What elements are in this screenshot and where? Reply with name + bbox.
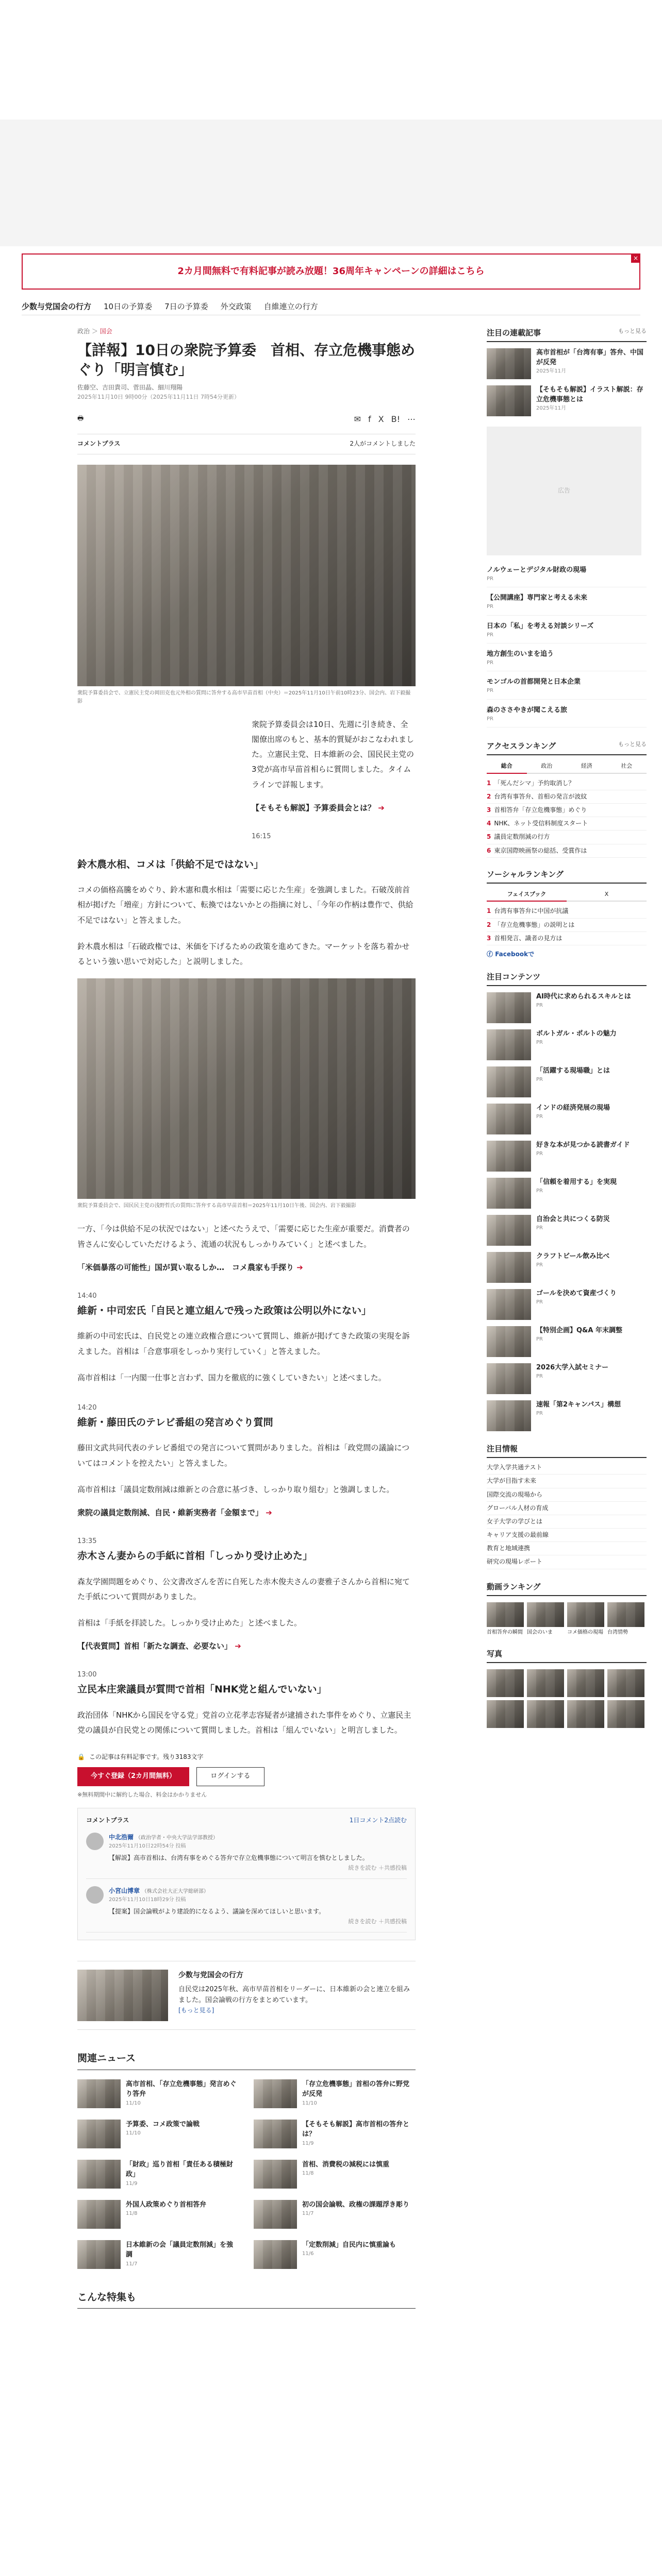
comment-item (86, 1833, 407, 1879)
pr-item[interactable]: モンゴルの首都開発と日本企業 PR (487, 677, 647, 699)
tab-politics[interactable]: 政治 (527, 759, 567, 774)
pr-item[interactable]: 森のささやきが聞こえる旅 PR (487, 706, 647, 727)
ranking-item[interactable]: 3 首相発言、識者の見方は (487, 932, 647, 945)
ranking-item[interactable]: 2 台湾有事答弁、首相の発言が波紋 (487, 790, 647, 804)
tab-economy[interactable]: 経済 (567, 759, 607, 774)
timeline-time: 13:35 (77, 1537, 97, 1546)
ranking-item[interactable]: 2 「存立危機事態」の説明とは (487, 919, 647, 932)
like-button[interactable]: ＋共感投稿 (378, 1918, 407, 1925)
edu-item[interactable]: 国際交流の現場から (487, 1488, 647, 1502)
ranking-item[interactable]: 1 台湾有事答弁に中国が抗議 (487, 905, 647, 918)
paragraph-8: 高市首相は「議員定数削減は維新との合意に基づき、しっかり取り組む」と強調しました。 (77, 1484, 394, 1494)
tab-facebook[interactable]: フェイスブック (487, 888, 567, 902)
edu-item[interactable]: 研究の現場レポート (487, 1555, 647, 1569)
content-item[interactable]: 好きな本が見つかる読書ガイド PR (487, 1141, 647, 1172)
nav-item-2[interactable]: 10日の予算委 (104, 301, 153, 311)
commenter-name[interactable]: 中北浩爾 (109, 1834, 134, 1841)
social-tabs (487, 888, 647, 902)
hatena-icon[interactable]: B! (391, 414, 400, 424)
comment-text: 【提案】国会論戦がより建設的になるよう、議論を深めてほしいと思います。 (109, 1908, 325, 1916)
related-item[interactable]: 初の国会論戦、政権の課題浮き彫り 11/7 (254, 2200, 416, 2229)
x-icon[interactable]: X (378, 414, 384, 424)
movie-item[interactable]: 国会のいま (527, 1602, 564, 1636)
photo-thumb[interactable] (607, 1700, 644, 1728)
edu-item[interactable]: グローバル人材の育成 (487, 1502, 647, 1515)
timeline-heading: 赤木さん妻からの手紙に首相「しっかり受け止めた」 (77, 1550, 313, 1562)
photo-thumb[interactable] (487, 1700, 524, 1728)
comment-item (86, 1886, 407, 1933)
ranking-item[interactable]: 6 東京国際映画祭の総括、受賞作は (487, 844, 647, 858)
content-item[interactable]: 自治会と共につくる防災 PR (487, 1215, 647, 1246)
photo-caption: 衆院予算委員会で、国民民主党の浅野哲氏の質問に答弁する高市早苗首相＝2025年11月10日午後、国会内、岩下毅撮影 (77, 1203, 356, 1209)
commenter-role: （政治学者・中央大学法学部教授） (135, 1835, 218, 1841)
topic-nav (22, 298, 640, 315)
tab-x[interactable]: X (567, 888, 647, 902)
tab-society[interactable]: 社会 (607, 759, 647, 774)
hero-photo[interactable] (77, 465, 416, 686)
paragraph-11: 政治団体「NHKから国民を守る党」党首の立花孝志容疑者が逮捕された事件をめぐり、立憲民主党の議員が自民党との関係について質問しました。首相は「組んでいない」と明言しました。 (77, 1710, 411, 1735)
topic-text: 自民党は2025年秋、高市早苗首相をリーダーに、日本維新の会と連立を組みました。国会論戦の行方をまとめています。 (178, 1985, 410, 2004)
content-item[interactable]: 「活躍する現場職」とは PR (487, 1066, 647, 1097)
topic-card[interactable] (77, 1961, 416, 2030)
read-more-link[interactable]: 続きを読む (348, 1918, 377, 1925)
photo-thumb[interactable] (527, 1669, 564, 1697)
paragraph-1: 衆院予算委員会は10日、先週に引き続き、全閣僚出席のもと、基本的質疑がおこなわれました。立憲民主党、日本維新の会、国民民主党の3党が高市早苗首相らに質問しました。タイムラインで詳報します。 (252, 719, 415, 789)
lock-icon: 🔒 (77, 1753, 85, 1761)
social-ranking-list (487, 905, 647, 945)
article-dates: 2025年11月10日 9時00分（2025年11月11日 7時54分更新） (77, 393, 240, 400)
timeline-time: 16:15 (252, 832, 271, 840)
featured-item[interactable]: 高市首相が「台湾有事」答弁、中国が反発 2025年11月 (487, 348, 647, 379)
avatar (86, 1833, 104, 1850)
related-item[interactable]: 外国人政策めぐり首相答弁 11/8 (77, 2200, 239, 2229)
comment-plus-bar[interactable] (77, 434, 416, 454)
content-item[interactable]: 速報「第2キャンパス」構想 PR (487, 1400, 647, 1431)
related-item[interactable]: 【そもそも解説】高市首相の答弁とは？ 11/9 (254, 2120, 416, 2148)
content-item[interactable]: インドの経済発展の現場 PR (487, 1104, 647, 1134)
timeline-time: 14:20 (77, 1404, 97, 1412)
campaign-text[interactable]: 2カ月間無料で有料記事が読み放題！36周年キャンペーンの詳細はこちら (177, 265, 485, 277)
related-list (77, 2079, 416, 2269)
access-ranking-heading: アクセスランキング もっと見る (487, 740, 647, 755)
related-heading: 関連ニュース (77, 2050, 416, 2070)
related-item[interactable]: 「存立危機事態」首相の答弁に野党が反発 11/10 (254, 2079, 416, 2108)
commenter-name[interactable]: 小宮山博章 (109, 1887, 140, 1895)
nav-item-1[interactable]: 少数与党国会の行方 (22, 301, 92, 311)
paywall-text: この記事は有料記事です。残り3183文字 (89, 1753, 204, 1761)
timeline-time: 13:00 (77, 1671, 97, 1679)
photo-thumb[interactable] (527, 1700, 564, 1728)
paragraph-6: 高市首相は「一内閣一仕事と言わず、国力を徹底的に強くしていきたい」と述べました。 (77, 1372, 386, 1382)
hero-caption: 衆院予算委員会で、立憲民主党の岡田克也元外相の質問に答弁する高市早苗首相（中央）＝2025年11月10日午前10時23分、国会内、岩下毅撮影 (77, 690, 411, 704)
comment-date: 2025年11月10日18時29分 投稿 (109, 1897, 186, 1903)
side-ad[interactable]: 広告 (487, 427, 641, 555)
close-icon[interactable]: × (631, 253, 640, 263)
paragraph-9: 森友学園問題をめぐり、公文書改ざんを苦に自死した赤木俊夫さんの妻雅子さんから首相に宛てた手紙について質問がありました。 (77, 1577, 410, 1601)
timeline-heading: 立民本庄衆議員が質問で首相「NHK党と組んでいない」 (77, 1684, 327, 1696)
pr-item[interactable]: 日本の「私」を考える対談シリーズ PR (487, 622, 647, 643)
movie-ranking-heading: 動画ランキング (487, 1581, 647, 1596)
facebook-icon[interactable]: f (368, 414, 371, 424)
explainer-link[interactable]: 【そもそも解説】予算委員会とは？ ➔ (252, 802, 416, 814)
content-item[interactable]: 【特別企画】Q&A 年末調整 PR (487, 1326, 647, 1357)
access-ranking-list (487, 777, 647, 858)
content-item[interactable]: 2026大学入試セミナー PR (487, 1363, 647, 1394)
content-item[interactable]: 「信頼を着用する」を実現 PR (487, 1178, 647, 1209)
photo-thumb[interactable] (607, 1669, 644, 1697)
avatar (86, 1886, 104, 1904)
featured-heading: 注目の連載記事 もっと見る (487, 327, 647, 342)
photo-thumb[interactable] (487, 1669, 524, 1697)
paywall-note: ※無料期間中に解約した場合、料金はかかりません (77, 1791, 207, 1799)
related-item[interactable]: 「定数削減」自民内に慎重論も 11/6 (254, 2240, 416, 2269)
byline: 佐藤空、吉田貴司、菅田晶、細川翔陽 (77, 383, 183, 391)
ranking-item[interactable]: 3 首相答弁「存立危機事態」めぐり (487, 804, 647, 817)
mail-icon[interactable]: ✉ (354, 414, 361, 424)
like-button[interactable]: ＋共感投稿 (378, 1864, 407, 1871)
content-item[interactable]: ボルトガル・ポルトの魅力 PR (487, 1029, 647, 1060)
comment-date: 2025年11月10日22時54分 投稿 (109, 1843, 186, 1850)
article-photo[interactable] (77, 978, 416, 1199)
featured-item[interactable]: 【そもそも解説】イラスト解説：存立危機事態とは 2025年11月 (487, 385, 647, 416)
print-icon[interactable]: 🖶 (77, 415, 84, 423)
paragraph-3: 鈴木農水相は「石破政権では、米価を下げるための政策を進めてきた。マーケットを落ち着かせるという強い思いで対応した」と説明しました。 (77, 941, 410, 967)
paragraph-7: 藤田文武共同代表のテレビ番組での発言について質問がありました。首相は「政党間の議論についてはコメントを控えたい」と答えました。 (77, 1443, 410, 1468)
breadcrumb-section[interactable]: 政治 (77, 328, 90, 335)
edu-heading: 注目情報 (487, 1443, 647, 1458)
nav-item-5[interactable]: 自維連立の行方 (263, 301, 318, 311)
related-link[interactable]: 「米価暴落の可能性」国が買い取るしか… コメ農家も手探り ➔ (77, 1261, 416, 1274)
comment-box (77, 1808, 416, 1941)
edu-item[interactable]: キャリア支援の最前線 (487, 1529, 647, 1542)
edu-item[interactable]: 教育と地域連携 (487, 1542, 647, 1555)
timeline-heading: 維新・藤田氏のテレビ番組の発言めぐり質問 (77, 1416, 273, 1428)
more-link[interactable]: もっと見る (618, 741, 647, 748)
read-more-link[interactable]: 続きを読む (348, 1864, 377, 1871)
ranking-item[interactable]: 4 NHK、ネット受信料制度スタート (487, 817, 647, 831)
related-item[interactable]: 「財政」巡り首相「責任ある積極財政」 11/9 (77, 2160, 239, 2189)
pr-item[interactable]: ノルウェーとデジタル財政の現場 PR (487, 566, 647, 587)
ranking-item[interactable]: 1 「死んだシマ」予約取消し？ (487, 777, 647, 790)
special-heading: こんな特集も (77, 2290, 416, 2309)
movie-item[interactable]: 首相答弁の瞬間 (487, 1602, 524, 1636)
content-item[interactable]: AI時代に求められるスキルとは PR (487, 992, 647, 1023)
timeline-heading: 鈴木農水相、コメは「供給不足ではない」 (77, 858, 264, 870)
comment-text: 【解説】高市首相は、台湾有事をめぐる答弁で存立危機事態について明言を慎むとしました。 (109, 1854, 369, 1862)
nav-item-4[interactable]: 外交政策 (220, 301, 252, 311)
paragraph-5: 維新の中司宏氏は、自民党との連立政権合意について質問し、維新が掲げてきた政策の実現を訴えました。首相は「合意事項をしっかり実行していく」と答えました。 (77, 1331, 410, 1356)
related-item[interactable]: 高市首相、「存立危機事態」発言めぐり答弁 11/10 (77, 2079, 239, 2108)
related-item[interactable]: 予算委、コメ政策で論戦 11/10 (77, 2120, 239, 2148)
top-ad-band (0, 120, 662, 246)
related-item[interactable]: 首相、消費税の減税には慎重 11/8 (254, 2160, 416, 2189)
article-title: 【詳報】10日の衆院予算委 首相、存立危機事態めぐり「明言慎む」 (77, 342, 415, 378)
social-ranking-heading: ソーシャルランキング (487, 868, 647, 884)
timeline-time: 14:40 (77, 1292, 97, 1300)
share-bar (77, 411, 416, 428)
paragraph-4: 一方、「今は供給不足の状況ではない」と述べたうえで、「需要に応じた生産が重要だ。消費者の皆さんに安心していただけるよう、流通の状況もしっかりみていく」と述べました。 (77, 1224, 410, 1249)
facebook-follow[interactable]: ⓕ Facebookで (487, 950, 535, 958)
photo-thumb[interactable] (567, 1669, 604, 1697)
ranking-tabs (487, 759, 647, 774)
comment-box-more[interactable]: 1日コメント2点読む (349, 1816, 407, 1824)
main-column (77, 319, 416, 2309)
campaign-banner[interactable] (22, 253, 640, 290)
related-link[interactable]: 【代表質問】首相「新たな調査、必要ない」 ➔ (77, 1640, 416, 1652)
more-icon[interactable]: ⋯ (407, 414, 416, 424)
topic-title[interactable]: 少数与党国会の行方 (178, 1971, 243, 1980)
topic-more-link[interactable]: [もっと見る] (178, 2007, 214, 2014)
login-button[interactable]: ログインする (196, 1767, 264, 1786)
paragraph-10: 首相は「手紙を拝読した。しっかり受け止めた」と述べました。 (77, 1618, 302, 1628)
related-item[interactable]: 日本維新の会「議員定数削減」を強調 11/7 (77, 2240, 239, 2269)
breadcrumb-sep: ＞ (91, 328, 98, 335)
movie-strip (487, 1602, 647, 1636)
content-item[interactable]: ゴールを決めて資産づくり PR (487, 1289, 647, 1320)
photo-grid (487, 1669, 647, 1728)
timeline-heading: 維新・中司宏氏「自民と連立組んで残った政策は公明以外にない」 (77, 1304, 372, 1316)
movie-item[interactable]: 台湾情勢 (607, 1602, 644, 1636)
ranking-item[interactable]: 5 議員定数削減の行方 (487, 831, 647, 844)
more-link[interactable]: もっと見る (618, 328, 647, 334)
signup-button[interactable]: 今すぐ登録（2カ月間無料） (77, 1767, 189, 1786)
content-item[interactable]: クラフトビール飲み比べ PR (487, 1252, 647, 1283)
pr-item[interactable]: 【公開講座】専門家と考える未来 PR (487, 594, 647, 615)
tab-all[interactable]: 総合 (487, 759, 527, 774)
related-link[interactable]: 衆院の議員定数削減、自民・維新実務者「金額まで」 ➔ (77, 1506, 416, 1519)
content-heading: 注目コンテンツ (487, 971, 647, 986)
facebook-icon: ⓕ (487, 950, 495, 958)
comment-count[interactable]: 2人がコメントしました (350, 439, 416, 447)
movie-item[interactable]: コメ価格の現場 (567, 1602, 604, 1636)
edu-item[interactable]: 女子大学の学びとは (487, 1515, 647, 1529)
breadcrumb (77, 327, 416, 336)
breadcrumb-sub[interactable]: 国会 (100, 328, 112, 335)
photo-thumb[interactable] (567, 1700, 604, 1728)
nav-item-3[interactable]: 7日の予算委 (164, 301, 208, 311)
paywall-notice (77, 1752, 416, 1762)
edu-item[interactable]: 大学入学共通テスト (487, 1461, 647, 1475)
photo-heading: 写真 (487, 1648, 647, 1663)
topic-image (77, 1970, 168, 2021)
comment-box-title: コメントプラス (86, 1816, 129, 1824)
pr-item[interactable]: 地方創生のいまを追う PR (487, 650, 647, 671)
pr-list (487, 566, 647, 727)
paragraph-2: コメの価格高騰をめぐり、鈴木憲和農水相は「需要に応じた生産」を強調しました。石破茂前首相が掲げた「増産」方針について、転換ではないかとの指摘に対し、「今年の作柄は豊作で、供給不足ではない」と答えました。 (77, 885, 413, 925)
commenter-role: （株式会社大正大学総研部） (141, 1889, 209, 1895)
edu-list (487, 1461, 647, 1569)
sidebar (487, 319, 647, 1728)
edu-item[interactable]: 大学が目指す未来 (487, 1475, 647, 1488)
comment-plus-label: コメントプラス (77, 439, 121, 447)
